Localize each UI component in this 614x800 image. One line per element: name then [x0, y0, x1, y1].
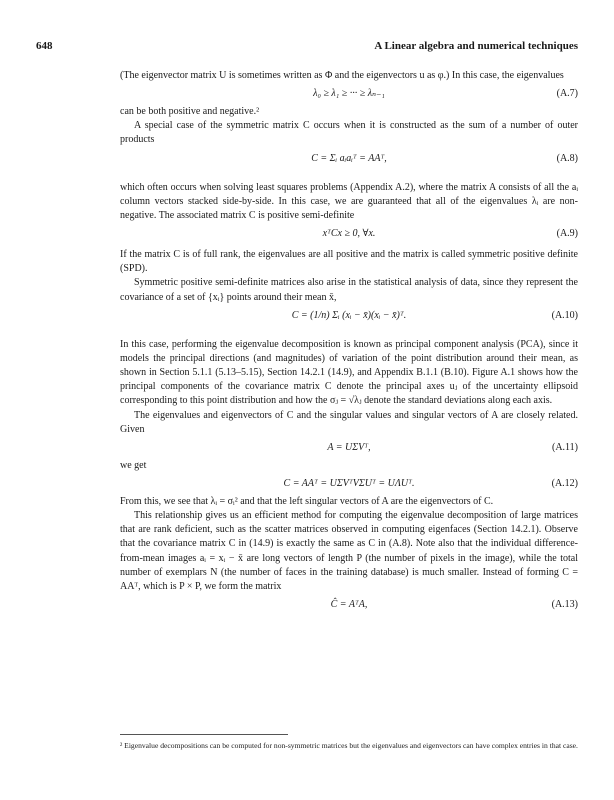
equation-body: C = (1/n) Σᵢ (xᵢ − x̄)(xᵢ − x̄)ᵀ. — [291, 309, 407, 321]
equation-body: C = Σᵢ aᵢaᵢᵀ = AAᵀ, — [311, 152, 387, 164]
paragraph: we get — [120, 459, 147, 471]
footnote-rule — [120, 734, 288, 735]
equation-body: xᵀCx ≥ 0, ∀x. — [322, 228, 376, 240]
equation-number: (A.8) — [556, 152, 578, 164]
equation-number: (A.10) — [551, 309, 578, 321]
equation — [120, 305, 578, 338]
equation — [120, 83, 578, 105]
paragraph: Symmetric positive semi-definite matrices also arise in the statistical analysis of data, since they represent the covariance of a set of {xᵢ} points around their mean x̄, — [120, 277, 578, 303]
page-number: 648 — [36, 40, 53, 52]
equation-number: (A.9) — [556, 228, 578, 240]
paragraph: From this, we see that λᵢ = σᵢ² and that the left singular vectors of A are the eigenvectors of C. — [120, 495, 494, 507]
equation-number: (A.12) — [551, 477, 578, 489]
equation — [120, 223, 578, 248]
chapter-title: A Linear algebra and numerical techniques — [374, 40, 578, 52]
paragraph: The eigenvalues and eigenvectors of C and the singular values and singular vectors of A are closely related. Given — [120, 409, 578, 435]
equation — [120, 437, 578, 459]
main-text — [120, 69, 578, 616]
equation-body: λ₀ ≥ λ₁ ≥ ··· ≥ λₙ₋₁ — [313, 88, 385, 100]
equation — [120, 148, 578, 181]
equation-number: (A.7) — [556, 88, 578, 100]
equation-number: (A.13) — [551, 599, 578, 611]
paragraph: In this case, performing the eigenvalue decomposition is known as principal component analysis (PCA), since it models the principal directions (and magnitudes) of variation of the point distribution around their mean, as shown in Section 5.1.1 (5.13–5.15), Section 14.2.1 (14.9), and Appendix B.1.1 (B.10). Figure A.1 shows how the principal components of the covariance matrix C denote the principal axes uⱼ of the uncertainty ellipsoid corresponding to this point distribution and how the σⱼ = √λⱼ denote the standard deviations along each axis. — [120, 338, 578, 407]
paragraph: This relationship gives us an efficient method for computing the eigenvalue decomposition of large matrices that are rank deficient, such as the scatter matrices observed in computing eigenfaces (Section 14.2.1). Observe that the covariance matrix C in (14.9) is exactly the same as C in (A.8). Note also that the individual difference-from-mean images aᵢ = xᵢ − x̄ are long vectors of length P (the number of pixels in the image), while the total number of exemplars N (the number of faces in the training database) is much smaller. Instead of forming C = AAᵀ, which is P × P, we form the matrix — [120, 510, 578, 592]
paragraph: A special case of the symmetric matrix C occurs when it is constructed as the sum of a number of outer products — [120, 120, 578, 146]
equation-body: A = UΣVᵀ, — [327, 441, 371, 453]
equation — [120, 594, 578, 616]
paragraph: can be both positive and negative.² — [120, 106, 260, 118]
paragraph: (The eigenvector matrix U is sometimes written as Φ and the eigenvectors u as φ.) In this case, the eigenvalues — [120, 70, 564, 81]
equation-body: C = AAᵀ = UΣVᵀVΣUᵀ = UΛUᵀ. — [283, 477, 415, 489]
equation-number: (A.11) — [551, 441, 578, 453]
footnote: ² Eigenvalue decompositions can be computed for non-symmetric matrices but the eigenvalues and eigenvectors can have complex entries in that case. — [120, 741, 578, 750]
equation — [120, 473, 578, 495]
paragraph: which often occurs when solving least squares problems (Appendix A.2), where the matrix A consists of all the aᵢ column vectors stacked side-by-side. In this case, we are guaranteed that all of the eigenvalues λᵢ are non-negative. The associated matrix C is positive semi-definite — [120, 181, 578, 221]
equation-body: Ĉ = AᵀA, — [330, 599, 368, 611]
paragraph: If the matrix C is of full rank, the eigenvalues are all positive and the matrix is called symmetric positive definite (SPD). — [120, 249, 578, 275]
